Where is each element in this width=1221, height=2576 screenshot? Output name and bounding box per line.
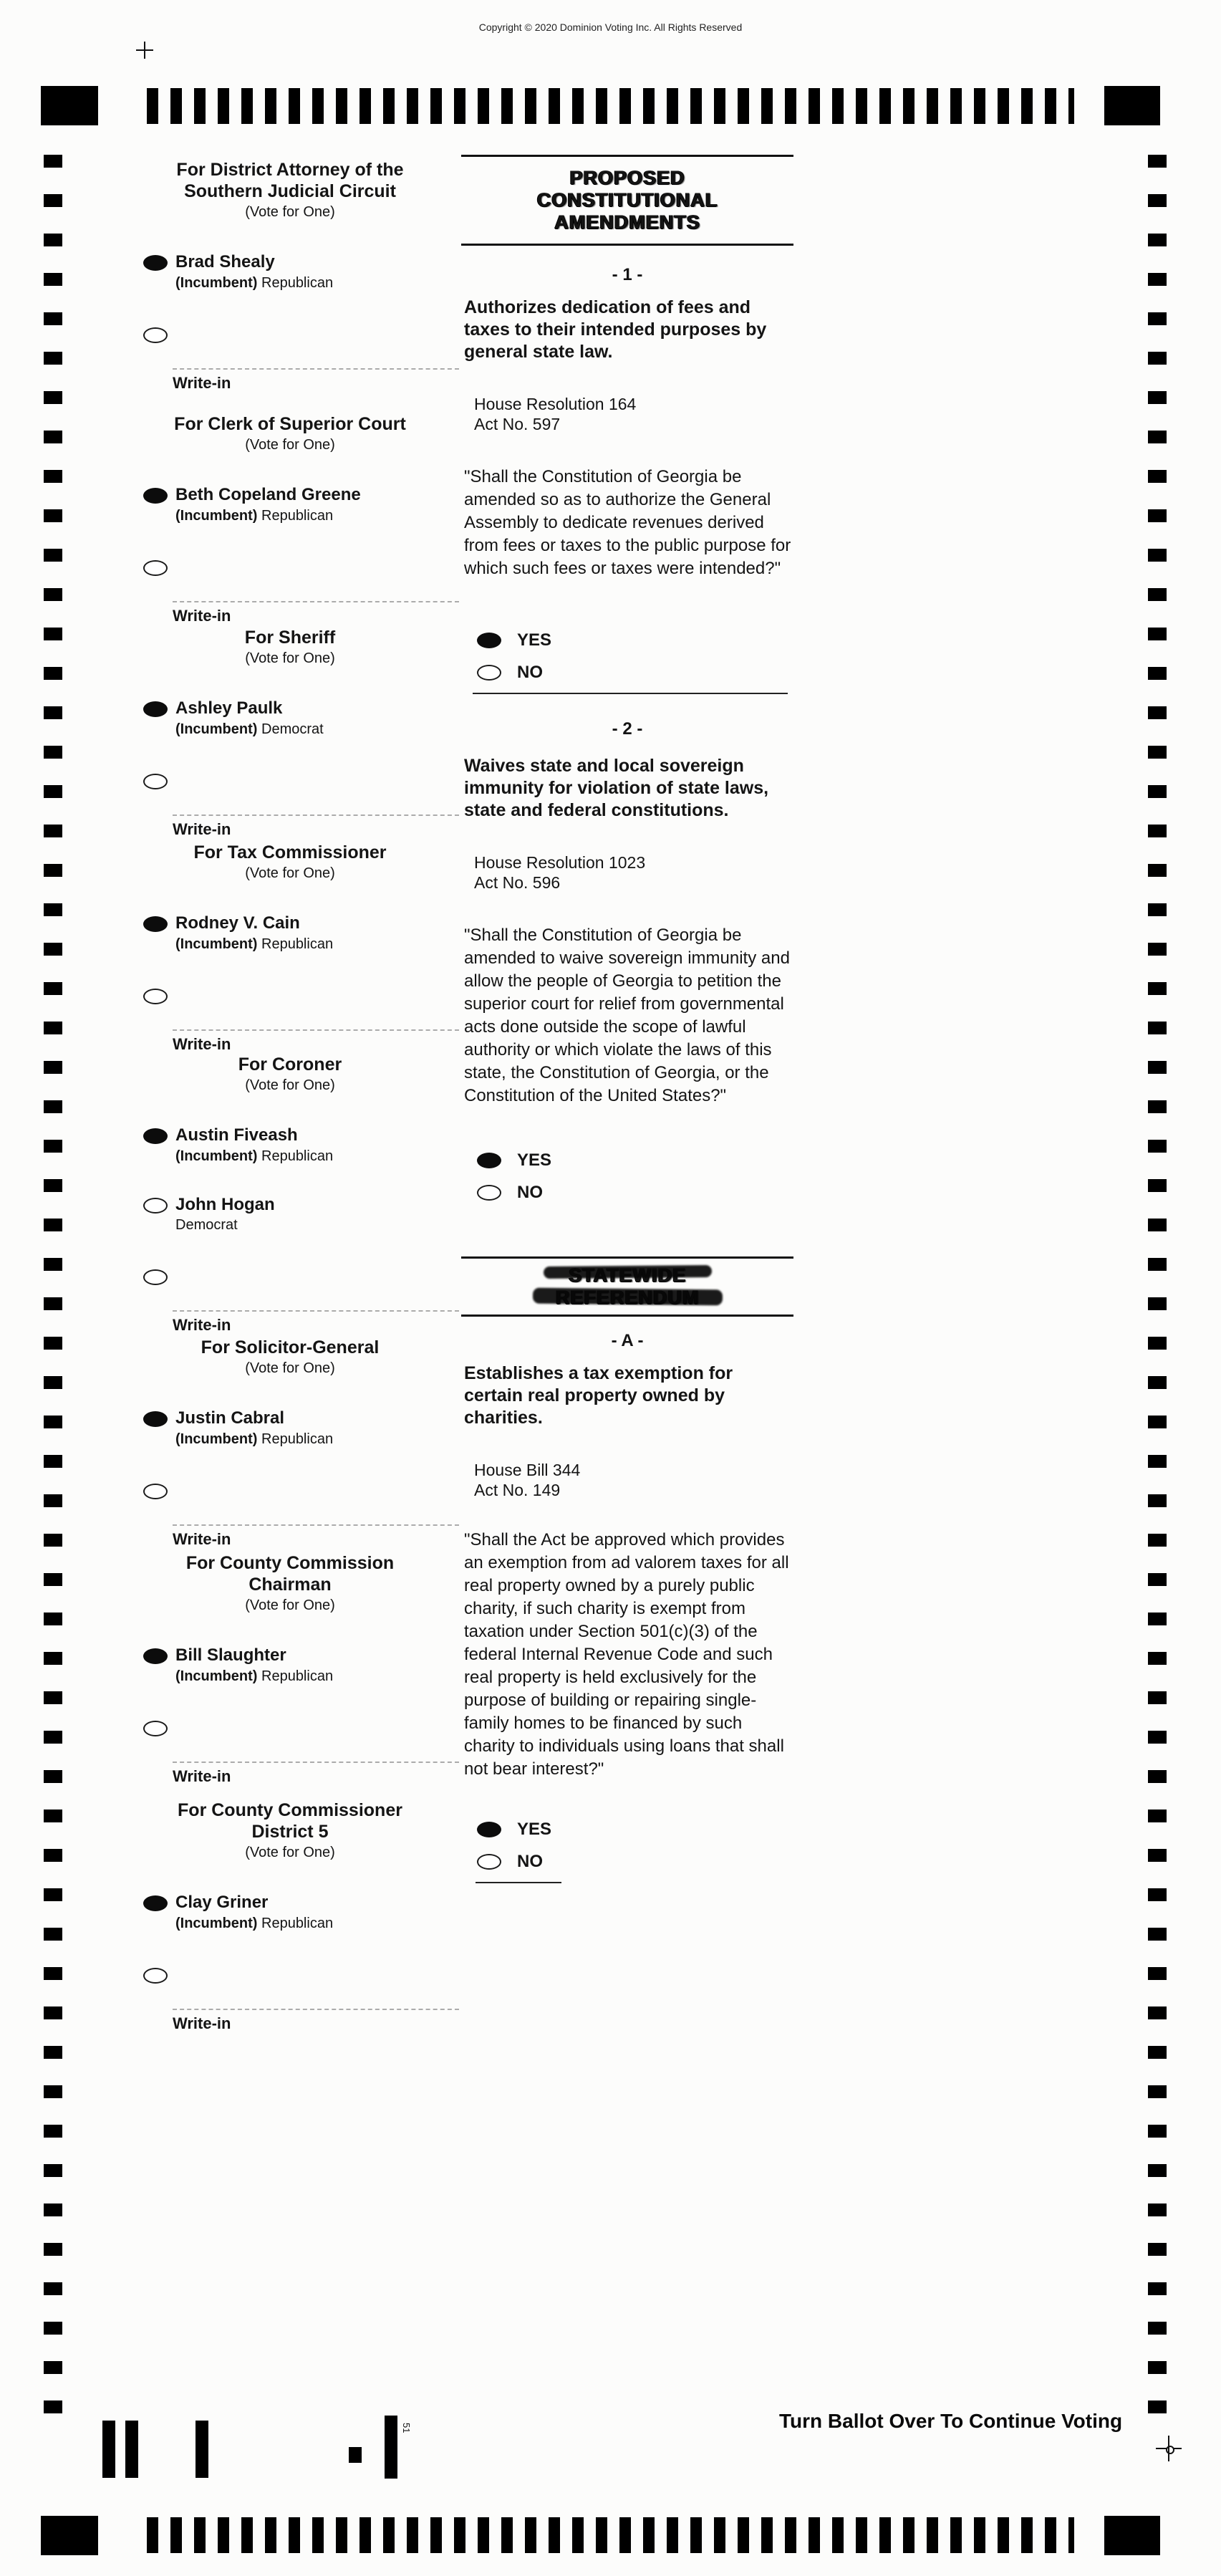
- candidate-row: [122, 485, 458, 524]
- candidate-detail: [175, 1916, 333, 1932]
- candidate-detail: [175, 936, 333, 953]
- measure-amendment-2: [461, 719, 793, 1203]
- write-in-line[interactable]: [173, 1762, 459, 1763]
- timing-block-top-left: [41, 86, 98, 125]
- candidate-qualifier: (Incumbent): [175, 274, 258, 291]
- measure-ref-line1: House Bill 344: [474, 1461, 581, 1479]
- contest-title: For County Commissioner District 5: [178, 1800, 402, 1842]
- yes-option: [461, 1820, 793, 1840]
- timing-marks-left: [44, 155, 62, 2428]
- write-in: [122, 1524, 458, 1549]
- contest-district-attorney: [122, 159, 458, 393]
- write-in-label: Write-in: [173, 1529, 231, 1548]
- write-in-label: Write-in: [173, 1767, 231, 1785]
- contest-solicitor-general: [122, 1337, 458, 1549]
- no-oval[interactable]: [477, 1854, 501, 1870]
- yes-oval[interactable]: [477, 1153, 501, 1168]
- write-in-oval[interactable]: [143, 989, 168, 1004]
- write-in: [122, 2009, 458, 2033]
- yes-oval[interactable]: [477, 1822, 501, 1837]
- no-label: NO: [517, 1183, 543, 1202]
- timing-block-bottom-right: [1104, 2516, 1160, 2555]
- candidate-row: [122, 1645, 458, 1685]
- measure-number: - A -: [611, 1331, 644, 1350]
- orientation-mark: [125, 2421, 138, 2478]
- copyright-notice: Copyright © 2020 Dominion Voting Inc. All Rights Reserved: [478, 21, 743, 33]
- candidate-text: [175, 1645, 333, 1685]
- yes-option: [461, 1150, 793, 1171]
- orientation-mark: [102, 2421, 115, 2478]
- write-in-label: Write-in: [173, 1034, 231, 1053]
- candidate-row: [122, 698, 458, 738]
- write-in-label: Write-in: [173, 373, 231, 392]
- candidate-detail: [175, 508, 361, 524]
- orientation-mark: [385, 2416, 397, 2479]
- write-in-oval-row: [122, 989, 458, 1008]
- contest-title: For Tax Commissioner: [193, 842, 387, 862]
- measure-references: [461, 852, 793, 893]
- contest-title: For County Commission Chairman: [185, 1553, 395, 1595]
- section-divider-line: [473, 693, 788, 694]
- contest-tax-commissioner: [122, 842, 458, 1054]
- no-option-underline: [476, 1882, 561, 1883]
- vote-for-instruction: (Vote for One): [245, 1845, 335, 1860]
- candidate-text: [175, 1408, 333, 1448]
- write-in-line[interactable]: [173, 368, 459, 370]
- write-in: [122, 1029, 458, 1054]
- timing-block-top-right: [1104, 86, 1160, 125]
- write-in-label: Write-in: [173, 2014, 231, 2032]
- vote-for-instruction: (Vote for One): [245, 650, 335, 666]
- timing-marks-right: [1148, 155, 1167, 2428]
- candidate-name: Justin Cabral: [175, 1408, 285, 1428]
- write-in-oval-row: [122, 1269, 458, 1289]
- candidate-oval[interactable]: [143, 916, 168, 932]
- candidate-qualifier: (Incumbent): [175, 721, 258, 737]
- timing-block-bottom-left: [41, 2516, 98, 2555]
- write-in-label: Write-in: [173, 606, 231, 625]
- candidate-name: John Hogan: [175, 1194, 275, 1214]
- write-in-oval[interactable]: [143, 1968, 168, 1984]
- ink-smear-mark: [533, 1288, 723, 1306]
- candidate-name: Brad Shealy: [175, 252, 275, 271]
- candidate-name: Bill Slaughter: [175, 1645, 286, 1665]
- write-in-oval[interactable]: [143, 1484, 168, 1499]
- candidate-row: [122, 1125, 458, 1165]
- yes-label: YES: [517, 630, 552, 650]
- contest-clerk-superior-court: [122, 413, 458, 625]
- candidate-detail: [175, 275, 333, 292]
- measure-number: - 2 -: [612, 719, 643, 739]
- candidate-party: Republican: [261, 1148, 334, 1164]
- referendum-section-header: [461, 1256, 793, 1317]
- write-in-oval[interactable]: [143, 1721, 168, 1736]
- write-in: [122, 814, 458, 839]
- candidate-row: [122, 252, 458, 292]
- candidate-name: Beth Copeland Greene: [175, 485, 361, 504]
- measure-ref-line1: House Resolution 164: [474, 395, 637, 413]
- candidate-detail: [175, 1217, 275, 1234]
- contest-county-commissioner-district-5: [122, 1799, 458, 2033]
- measure-summary: Waives state and local sovereign immunity for violation of state laws, state and federal constitutions.: [464, 756, 769, 820]
- candidate-party: Democrat: [175, 1217, 238, 1234]
- write-in-label: Write-in: [173, 1316, 231, 1335]
- write-in: [122, 1762, 458, 1786]
- no-option: [461, 1852, 793, 1872]
- candidate-party: Republican: [261, 274, 334, 291]
- vote-for-instruction: (Vote for One): [245, 1597, 335, 1613]
- candidate-name: Clay Griner: [175, 1893, 269, 1912]
- candidate-detail: [175, 1148, 333, 1165]
- contest-title: For District Attorney of the Southern Judicial Circuit: [176, 160, 404, 201]
- registration-plus-icon: [136, 42, 153, 59]
- measure-references: [461, 1460, 793, 1500]
- write-in-oval-row: [122, 1721, 458, 1740]
- measure-ref-line1: House Resolution 1023: [474, 853, 646, 872]
- measure-referendum-a: [461, 1331, 793, 1883]
- candidate-qualifier: (Incumbent): [175, 1431, 258, 1447]
- candidate-oval[interactable]: [143, 1648, 168, 1664]
- yes-label: YES: [517, 1150, 552, 1170]
- contest-title: For Sheriff: [244, 628, 336, 648]
- vote-for-instruction: (Vote for One): [245, 437, 335, 453]
- candidate-text: [175, 913, 333, 953]
- candidate-row: [122, 1408, 458, 1448]
- candidate-qualifier: (Incumbent): [175, 1148, 258, 1164]
- measure-question: "Shall the Act be approved which provides an exemption from ad valorem taxes for all real property owned by a purely public charity, if such charity is exempt from taxation under Section 501(c)(3) of the federal Internal Revenue Code and such real property is held exclusively for the purpose of building or repairing single-family homes to be financed by such charity to individuals using loans that shall not bear interest?": [464, 1530, 789, 1779]
- measure-summary: Establishes a tax exemption for certain real property owned by charities.: [464, 1363, 733, 1428]
- write-in-line[interactable]: [173, 601, 459, 602]
- measure-references: [461, 394, 793, 434]
- candidate-oval[interactable]: [143, 1198, 168, 1213]
- vote-for-instruction: (Vote for One): [245, 865, 335, 881]
- timing-marks-bottom: [147, 2517, 1074, 2553]
- candidate-party: Democrat: [261, 721, 324, 737]
- measure-question: "Shall the Constitution of Georgia be amended so as to authorize the General Assembly to dedicate revenues derived from fees or taxes to the public purpose for which such fees or taxes were intended?": [464, 467, 791, 578]
- write-in: [122, 1310, 458, 1335]
- measure-ref-line2: Act No. 596: [474, 873, 561, 892]
- no-option: [461, 1183, 793, 1203]
- write-in: [122, 601, 458, 625]
- candidate-text: [175, 1893, 333, 1932]
- no-option: [461, 663, 793, 683]
- write-in-oval[interactable]: [143, 1269, 168, 1285]
- turn-ballot-over-notice: Turn Ballot Over To Continue Voting: [779, 2410, 1123, 2432]
- write-in-line[interactable]: [173, 2009, 459, 2010]
- vote-for-instruction: (Vote for One): [245, 204, 335, 220]
- candidate-oval[interactable]: [143, 255, 168, 271]
- candidate-row: [122, 1195, 458, 1234]
- ballot-stub-number: 51: [401, 2423, 412, 2433]
- contest-sheriff: [122, 627, 458, 839]
- candidate-row: [122, 913, 458, 953]
- candidate-qualifier: (Incumbent): [175, 1915, 258, 1931]
- vote-for-instruction: (Vote for One): [245, 1360, 335, 1376]
- contest-title: For Solicitor-General: [201, 1337, 380, 1357]
- write-in-oval[interactable]: [143, 774, 168, 789]
- measure-ref-line2: Act No. 149: [474, 1481, 561, 1499]
- candidate-qualifier: (Incumbent): [175, 936, 258, 952]
- candidate-text: [175, 1125, 333, 1165]
- contest-title: For Coroner: [238, 1054, 342, 1075]
- candidate-row: [122, 1893, 458, 1932]
- candidate-oval[interactable]: [143, 1128, 168, 1144]
- write-in-oval-row: [122, 774, 458, 793]
- measure-question: "Shall the Constitution of Georgia be amended to waive sovereign immunity and allow the people of Georgia to petition the superior court for relief from governmental acts done outside the scope of lawful authority or which violate the laws of this state, the Constitution of Georgia, or the Constitution of the United States?": [464, 926, 790, 1105]
- candidate-party: Republican: [261, 507, 334, 524]
- no-oval[interactable]: [477, 665, 501, 681]
- candidate-party: Republican: [261, 1915, 334, 1931]
- write-in-label: Write-in: [173, 820, 231, 838]
- candidate-oval[interactable]: [143, 1411, 168, 1427]
- candidate-qualifier: (Incumbent): [175, 1668, 258, 1684]
- write-in-line[interactable]: [173, 1310, 459, 1312]
- candidate-text: [175, 485, 361, 524]
- vote-for-instruction: (Vote for One): [245, 1077, 335, 1093]
- candidate-name: Rodney V. Cain: [175, 913, 300, 933]
- candidate-text: [175, 252, 333, 292]
- candidate-oval[interactable]: [143, 488, 168, 504]
- no-label: NO: [517, 1852, 543, 1871]
- candidate-detail: [175, 1431, 333, 1448]
- timing-marks-top: [147, 88, 1074, 124]
- write-in-oval-row: [122, 560, 458, 580]
- write-in-oval-row: [122, 1968, 458, 1987]
- contest-title: For Clerk of Superior Court: [174, 414, 406, 434]
- measure-ref-line2: Act No. 597: [474, 415, 561, 433]
- contest-coroner: [122, 1054, 458, 1335]
- measure-amendment-1: [461, 265, 793, 694]
- no-oval[interactable]: [477, 1185, 501, 1201]
- amendments-section-header: [461, 155, 793, 246]
- candidate-oval[interactable]: [143, 701, 168, 717]
- orientation-mark: [196, 2421, 208, 2478]
- candidate-oval[interactable]: [143, 1895, 168, 1911]
- candidate-party: Republican: [261, 1431, 334, 1447]
- yes-option: [461, 630, 793, 650]
- write-in-oval-row: [122, 327, 458, 347]
- contest-county-commission-chairman: [122, 1552, 458, 1786]
- ink-smear-mark: [544, 1265, 712, 1279]
- candidate-name: Ashley Paulk: [175, 698, 283, 718]
- measure-summary: Authorizes dedication of fees and taxes to their intended purposes by general state law.: [464, 297, 767, 362]
- yes-label: YES: [517, 1820, 552, 1839]
- candidate-party: Republican: [261, 1668, 334, 1684]
- write-in-line[interactable]: [173, 1029, 459, 1031]
- write-in-oval[interactable]: [143, 327, 168, 343]
- candidate-name: Austin Fiveash: [175, 1125, 298, 1145]
- registration-crosshair-icon: [1154, 2434, 1183, 2463]
- no-label: NO: [517, 663, 543, 682]
- yes-oval[interactable]: [477, 633, 501, 648]
- write-in-line[interactable]: [173, 1524, 459, 1526]
- write-in-oval-row: [122, 1484, 458, 1503]
- candidate-detail: [175, 721, 324, 738]
- write-in-line[interactable]: [173, 814, 459, 816]
- amendments-header-title: PROPOSED CONSTITUTIONAL AMENDMENTS: [536, 167, 718, 234]
- write-in-oval[interactable]: [143, 560, 168, 576]
- measure-number: - 1 -: [612, 265, 643, 284]
- candidate-detail: [175, 1668, 333, 1685]
- candidate-party: Republican: [261, 936, 334, 952]
- orientation-mark: [349, 2447, 362, 2463]
- candidate-text: [175, 698, 324, 738]
- candidate-text: [175, 1195, 275, 1234]
- candidate-qualifier: (Incumbent): [175, 507, 258, 524]
- write-in: [122, 368, 458, 393]
